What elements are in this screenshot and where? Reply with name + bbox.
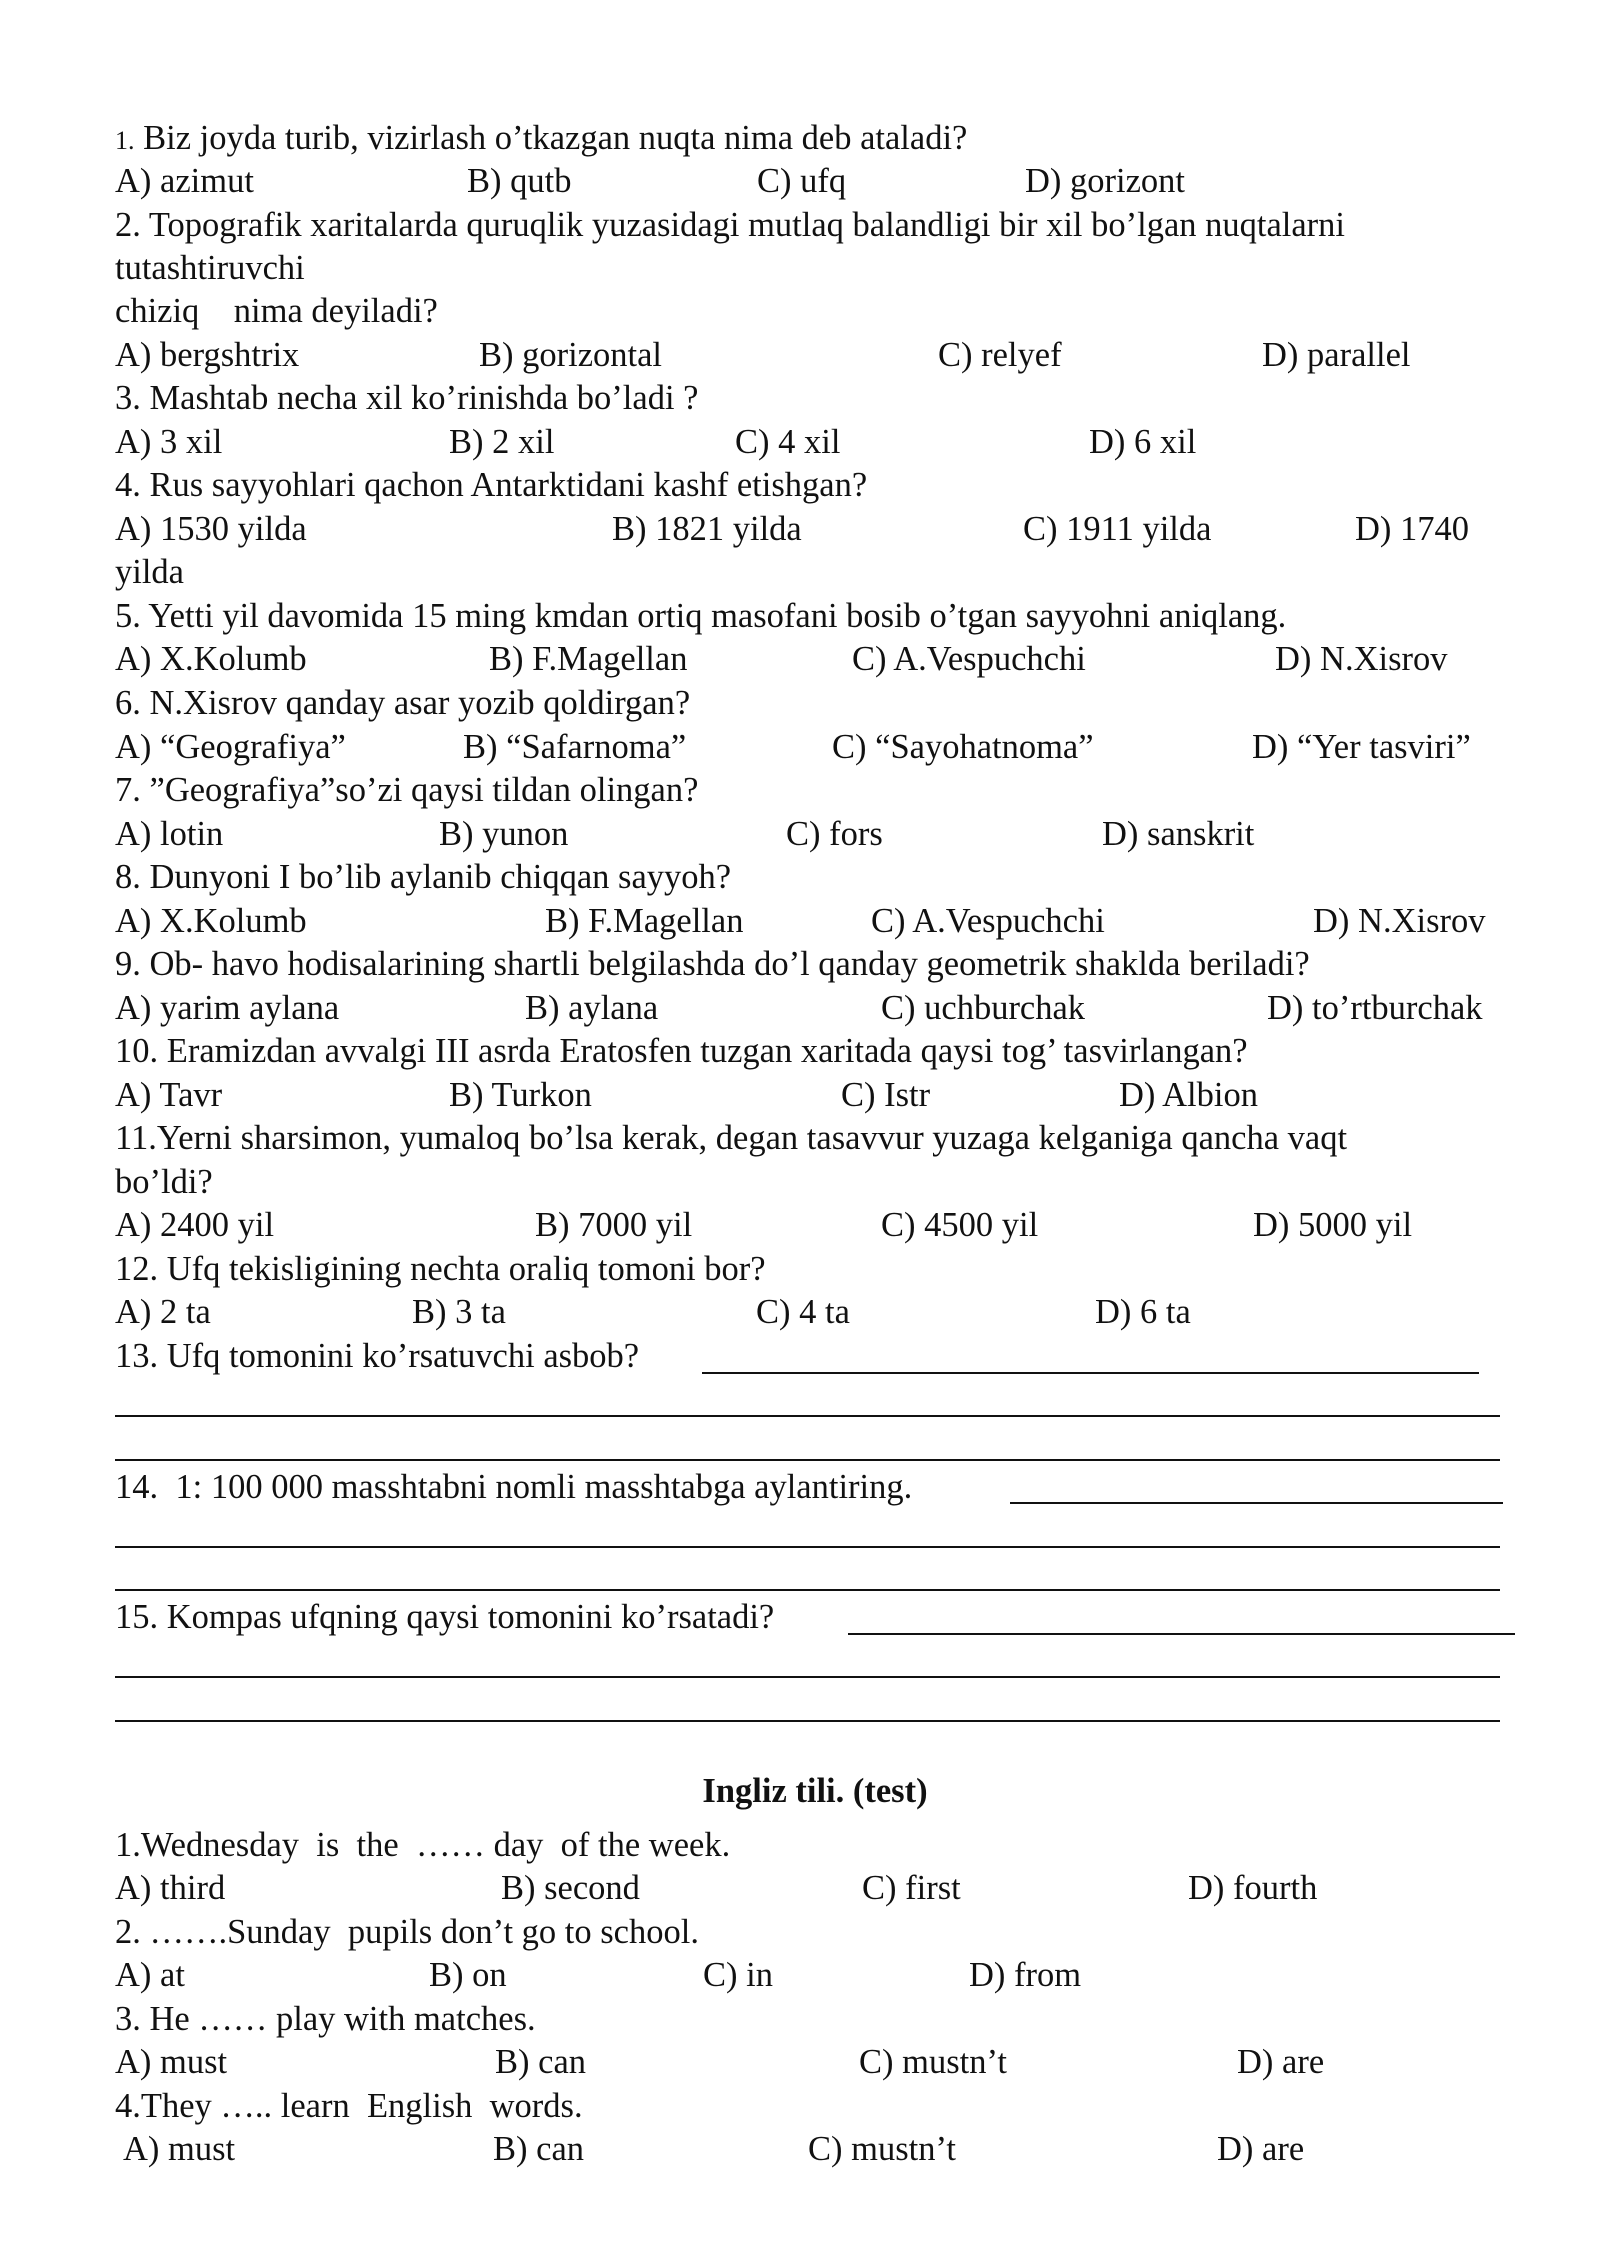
answer-line[interactable] xyxy=(115,1459,1500,1461)
option-c: C) “Sayohatnoma” xyxy=(832,728,1094,766)
option-d-continued: yilda xyxy=(115,553,184,591)
answer-row-7 xyxy=(115,814,1515,854)
answer-row-1 xyxy=(115,161,1515,201)
option-b: B) 2 xil xyxy=(449,423,555,461)
option-a: A) yarim aylana xyxy=(115,989,340,1027)
question-number: 1. xyxy=(115,126,135,155)
option-c: C) 1911 yilda xyxy=(1023,510,1212,548)
option-d: D) from xyxy=(969,1956,1082,1994)
question-10: 10. Eramizdan avvalgi III asrda Eratosfen tuzgan xaritada qaysi tog’ tasvirlangan? xyxy=(115,1032,1248,1070)
question-11-continued: bo’ldi? xyxy=(115,1163,213,1201)
question-13: 13. Ufq tomonini ko’rsatuvchi asbob? xyxy=(115,1337,640,1375)
option-d: D) sanskrit xyxy=(1102,815,1255,853)
question-1 xyxy=(115,118,967,158)
english-answer-row-3 xyxy=(115,2042,1515,2082)
option-a: A) “Geografiya” xyxy=(115,728,346,766)
answer-row-5 xyxy=(115,639,1535,679)
option-a: A) 1530 yilda xyxy=(115,510,307,548)
question-14: 14. 1: 100 000 masshtabni nomli masshtabga aylantiring. xyxy=(115,1468,913,1506)
option-a: A) Tavr xyxy=(115,1076,223,1114)
option-d: D) N.Xisrov xyxy=(1275,640,1448,678)
option-c: C) A.Vespuchchi xyxy=(852,640,1086,678)
option-c: C) A.Vespuchchi xyxy=(871,902,1105,940)
option-c: C) fors xyxy=(786,815,883,853)
option-b: B) gorizontal xyxy=(479,336,662,374)
option-d: D) gorizont xyxy=(1025,162,1186,200)
question-text: Biz joyda turib, vizirlash o’tkazgan nuqta nima deb ataladi? xyxy=(134,119,968,157)
option-a: A) X.Kolumb xyxy=(115,902,307,940)
answer-line[interactable] xyxy=(848,1633,1515,1635)
option-d: D) fourth xyxy=(1188,1869,1318,1907)
question-2-continued: tutashtiruvchi xyxy=(115,249,305,287)
english-question-3: 3. He …… play with matches. xyxy=(115,2000,536,2038)
answer-row-12 xyxy=(115,1292,1515,1332)
option-a: A) 2400 yil xyxy=(115,1206,275,1244)
option-c: C) ufq xyxy=(757,162,847,200)
question-9: 9. Ob- havo hodisalarining shartli belgilashda do’l qanday geometrik shaklda beriladi? xyxy=(115,945,1310,983)
english-question-1: 1.Wednesday is the …… day of the week. xyxy=(115,1826,731,1864)
answer-row-9 xyxy=(115,988,1535,1028)
option-d: D) Albion xyxy=(1119,1076,1258,1114)
option-b: B) F.Magellan xyxy=(489,640,688,678)
option-a: A) third xyxy=(115,1869,226,1907)
option-c: C) 4 ta xyxy=(756,1293,850,1331)
option-b: B) F.Magellan xyxy=(545,902,744,940)
option-c: C) 4 xil xyxy=(735,423,841,461)
question-12: 12. Ufq tekisligining nechta oraliq tomoni bor? xyxy=(115,1250,766,1288)
answer-row-3 xyxy=(115,422,1515,462)
option-b: B) yunon xyxy=(439,815,569,853)
option-b: B) 3 ta xyxy=(412,1293,506,1331)
question-5: 5. Yetti yil davomida 15 ming kmdan ortiq masofani bosib o’tgan sayyohni aniqlang. xyxy=(115,597,1287,635)
question-15: 15. Kompas ufqning qaysi tomonini ko’rsatadi? xyxy=(115,1598,775,1636)
option-b: B) second xyxy=(501,1869,640,1907)
option-d: D) are xyxy=(1217,2130,1305,2168)
option-d: D) are xyxy=(1237,2043,1325,2081)
answer-line[interactable] xyxy=(1010,1502,1503,1504)
option-c: C) Istr xyxy=(841,1076,931,1114)
option-c: C) in xyxy=(703,1956,773,1994)
answer-line[interactable] xyxy=(115,1415,1500,1417)
question-2-continued: chiziq nima deyiladi? xyxy=(115,292,438,330)
answer-row-10 xyxy=(115,1075,1515,1115)
option-d: D) N.Xisrov xyxy=(1313,902,1486,940)
option-c: C) mustn’t xyxy=(808,2130,956,2168)
option-d: D) “Yer tasviri” xyxy=(1252,728,1471,766)
option-c: C) uchburchak xyxy=(881,989,1086,1027)
question-11: 11.Yerni sharsimon, yumaloq bo’lsa kerak, degan tasavvur yuzaga kelganiga qancha vaqt xyxy=(115,1119,1348,1157)
question-6: 6. N.Xisrov qanday asar yozib qoldirgan? xyxy=(115,684,691,722)
question-7: 7. ”Geografiya”so’zi qaysi tildan olingan? xyxy=(115,771,699,809)
question-3: 3. Mashtab necha xil ko’rinishda bo’ladi ? xyxy=(115,379,699,417)
option-a: A) bergshtrix xyxy=(115,336,300,374)
option-a: A) 2 ta xyxy=(115,1293,211,1331)
english-answer-row-1 xyxy=(115,1868,1515,1908)
question-8: 8. Dunyoni I bo’lib aylanib chiqqan sayyoh? xyxy=(115,858,732,896)
option-b: B) can xyxy=(495,2043,587,2081)
question-4: 4. Rus sayyohlari qachon Antarktidani kashf etishgan? xyxy=(115,466,868,504)
answer-row-11 xyxy=(115,1205,1515,1245)
option-b: B) qutb xyxy=(467,162,572,200)
option-d: D) 5000 yil xyxy=(1253,1206,1413,1244)
option-d: D) parallel xyxy=(1262,336,1411,374)
answer-row-8 xyxy=(115,901,1535,941)
option-b: B) “Safarnoma” xyxy=(463,728,687,766)
english-question-2: 2. …….Sunday pupils don’t go to school. xyxy=(115,1913,699,1951)
option-c: C) 4500 yil xyxy=(881,1206,1039,1244)
option-a: A) 3 xil xyxy=(115,423,223,461)
answer-row-4 xyxy=(115,509,1535,549)
option-a: A) X.Kolumb xyxy=(115,640,307,678)
question-2: 2. Topografik xaritalarda quruqlik yuzasidagi mutlaq balandligi bir xil bo’lgan nuqtalarni xyxy=(115,206,1346,244)
answer-line[interactable] xyxy=(115,1589,1500,1591)
option-d: D) 6 ta xyxy=(1095,1293,1191,1331)
option-a: A) lotin xyxy=(115,815,224,853)
option-b: B) 7000 yil xyxy=(535,1206,693,1244)
answer-line[interactable] xyxy=(115,1720,1500,1722)
option-a: A) must xyxy=(123,2130,236,2168)
option-b: B) can xyxy=(493,2130,585,2168)
answer-row-6 xyxy=(115,727,1535,767)
answer-line[interactable] xyxy=(115,1676,1500,1678)
option-b: B) Turkon xyxy=(449,1076,592,1114)
english-question-4: 4.They ….. learn English words. xyxy=(115,2087,583,2125)
english-answer-row-2 xyxy=(115,1955,1515,1995)
option-a: A) must xyxy=(115,2043,228,2081)
answer-line[interactable] xyxy=(702,1372,1479,1374)
option-a: A) azimut xyxy=(115,162,254,200)
option-c: C) mustn’t xyxy=(859,2043,1007,2081)
option-d: D) to’rtburchak xyxy=(1267,989,1483,1027)
option-c: C) relyef xyxy=(938,336,1062,374)
option-b: B) 1821 yilda xyxy=(612,510,802,548)
option-c: C) first xyxy=(862,1869,961,1907)
option-d: D) 6 xil xyxy=(1089,423,1197,461)
option-a: A) at xyxy=(115,1956,185,1994)
answer-line[interactable] xyxy=(115,1546,1500,1548)
section-heading: Ingliz tili. (test) xyxy=(702,1772,928,1810)
option-b: B) aylana xyxy=(525,989,659,1027)
english-answer-row-4 xyxy=(115,2129,1515,2169)
option-b: B) on xyxy=(429,1956,507,1994)
option-d: D) 1740 xyxy=(1355,510,1470,548)
answer-row-2 xyxy=(115,335,1515,375)
